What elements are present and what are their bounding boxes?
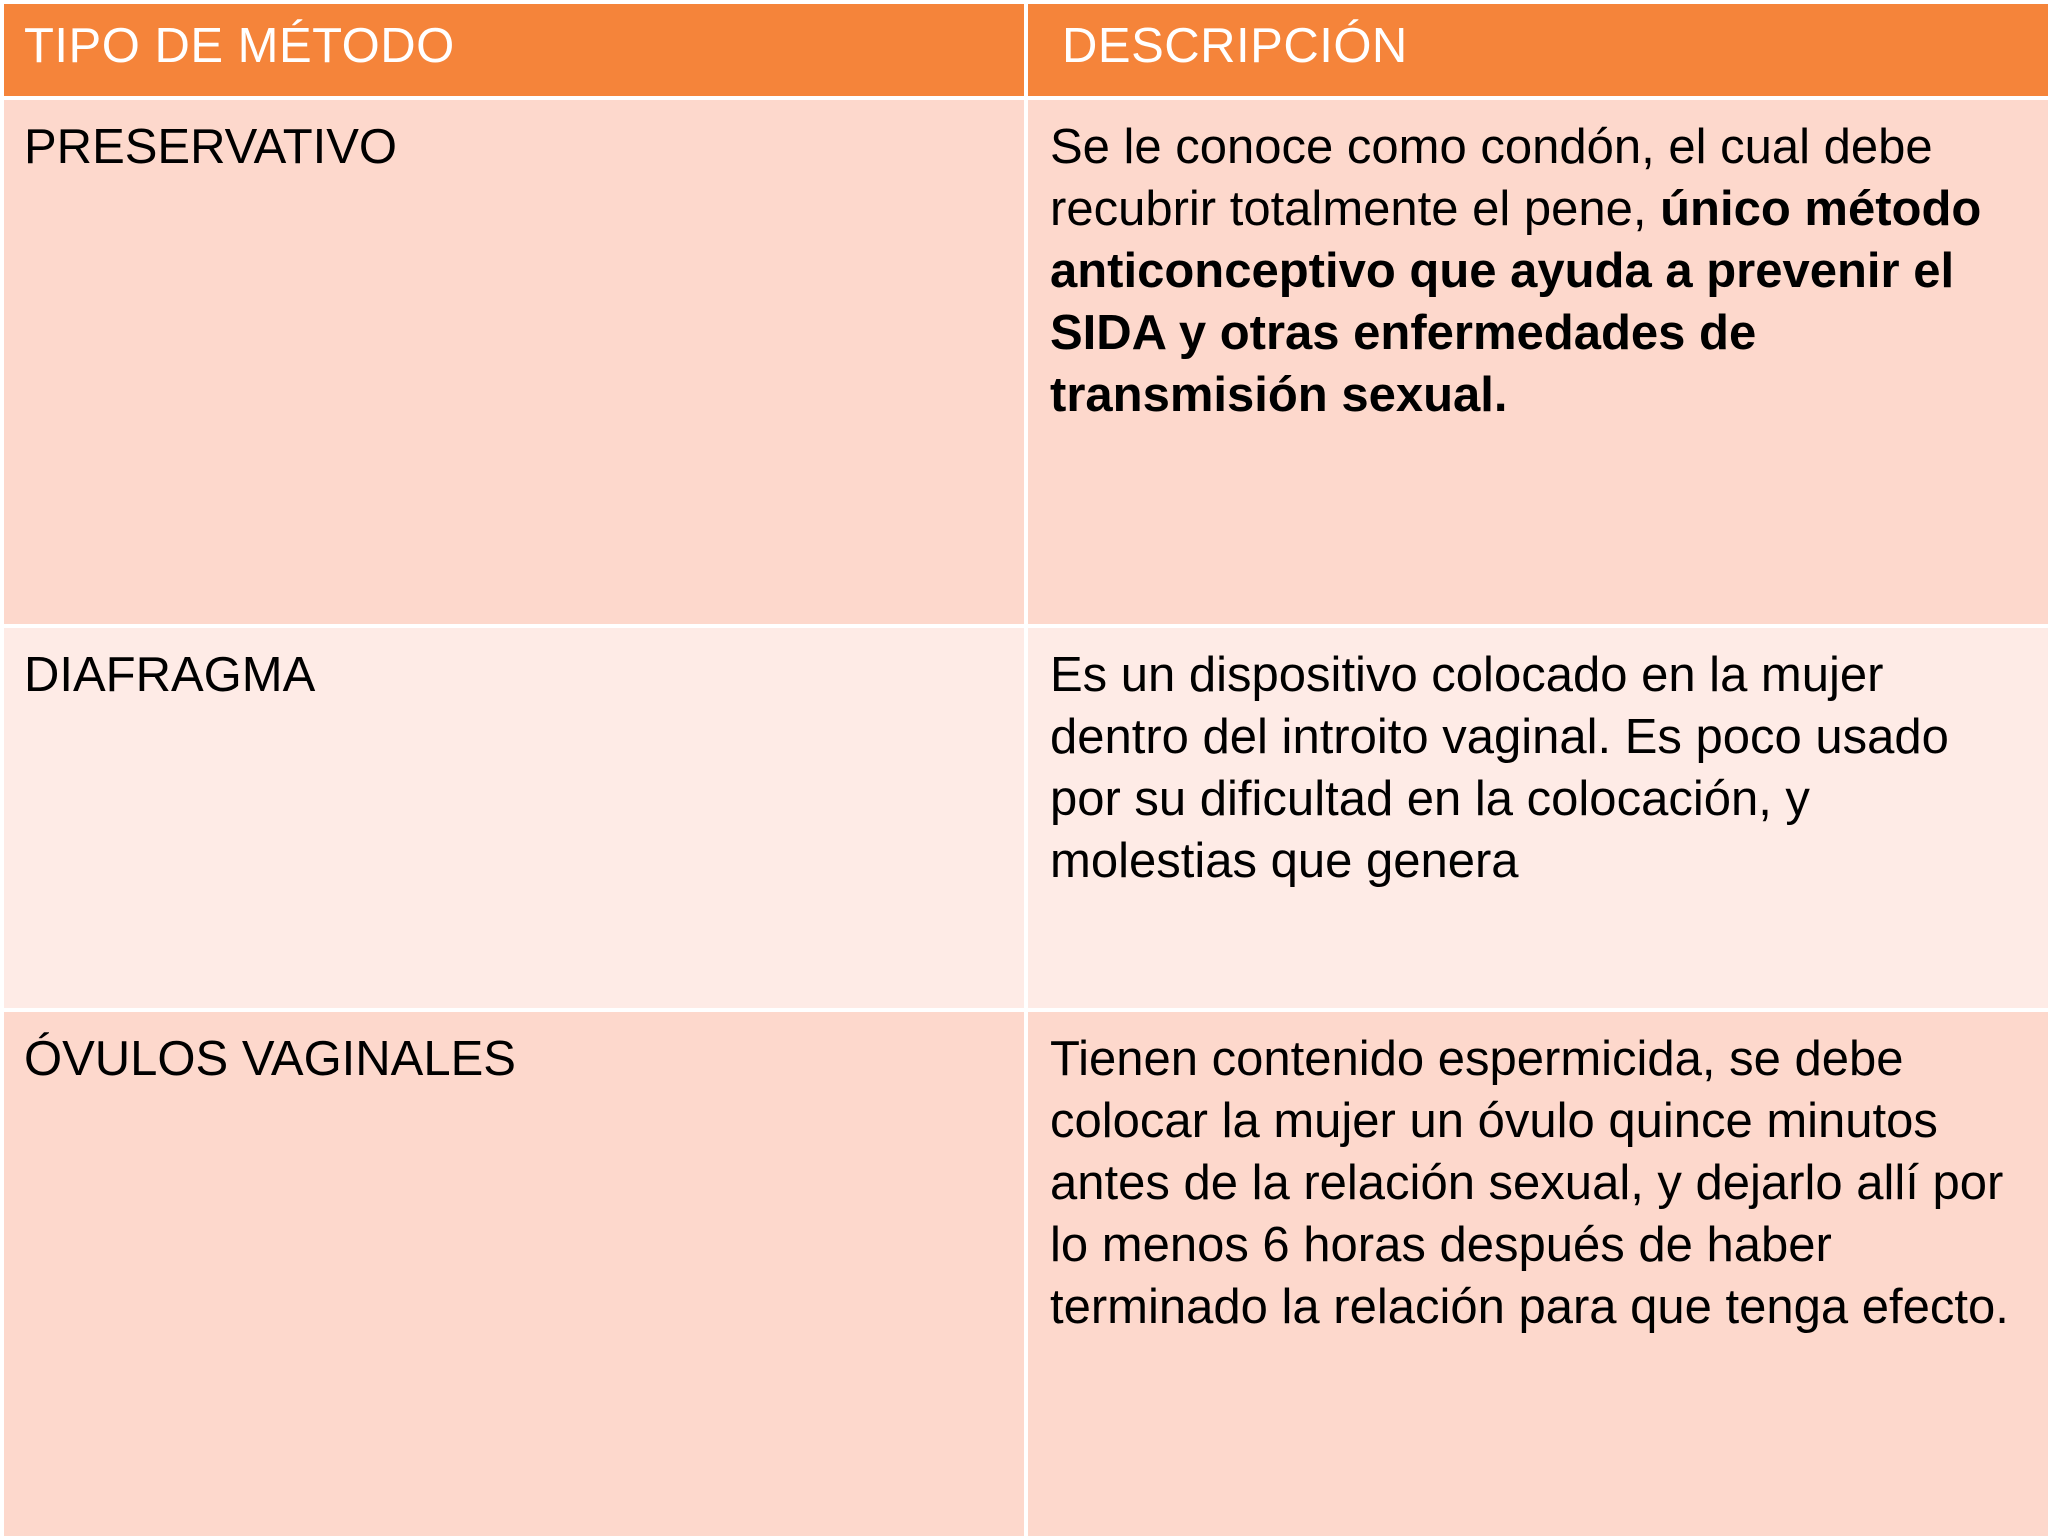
description-text: Es un dispositivo colocado en la mujer dentro del introito vaginal. Es poco usado por su dificultad en la colocación, y molestias que genera: [1050, 648, 1949, 888]
header-description: DESCRIPCIÓN: [1026, 2, 2048, 98]
header-method-type: TIPO DE MÉTODO: [2, 2, 1026, 98]
table-header-row: [2, 2, 2048, 98]
description-emphasis: único método anticonceptivo que ayuda a prevenir el SIDA y otras enfermedades de transmisión sexual.: [1050, 182, 1982, 422]
description-text: Tienen contenido espermicida, se debe colocar la mujer un óvulo quince minutos antes de la relación sexual, y dejarlo allí por lo menos 6 horas después de haber terminado la relación para que tenga efecto.: [1050, 1032, 2009, 1334]
method-type-cell: [2, 626, 1026, 1010]
method-type-cell: [2, 98, 1026, 626]
description-cell: [1026, 626, 2048, 1010]
method-type-preservativo: PRESERVATIVO: [24, 120, 398, 174]
table-row: [2, 98, 2048, 626]
method-type-diafragma: DIAFRAGMA: [24, 648, 316, 702]
description-diafragma: [1028, 628, 2048, 892]
method-type-ovulos-vaginales: ÓVULOS VAGINALES: [24, 1032, 516, 1086]
table-row: [2, 1010, 2048, 1536]
description-ovulos-vaginales: [1028, 1012, 2048, 1338]
method-type-cell: [2, 1010, 1026, 1536]
description-preservativo: [1028, 100, 2048, 426]
description-cell: [1026, 1010, 2048, 1536]
table-row: [2, 626, 2048, 1010]
description-text: Se le conoce como condón, el cual debe recubrir totalmente el pene,: [1050, 120, 1933, 236]
description-cell: [1026, 98, 2048, 626]
